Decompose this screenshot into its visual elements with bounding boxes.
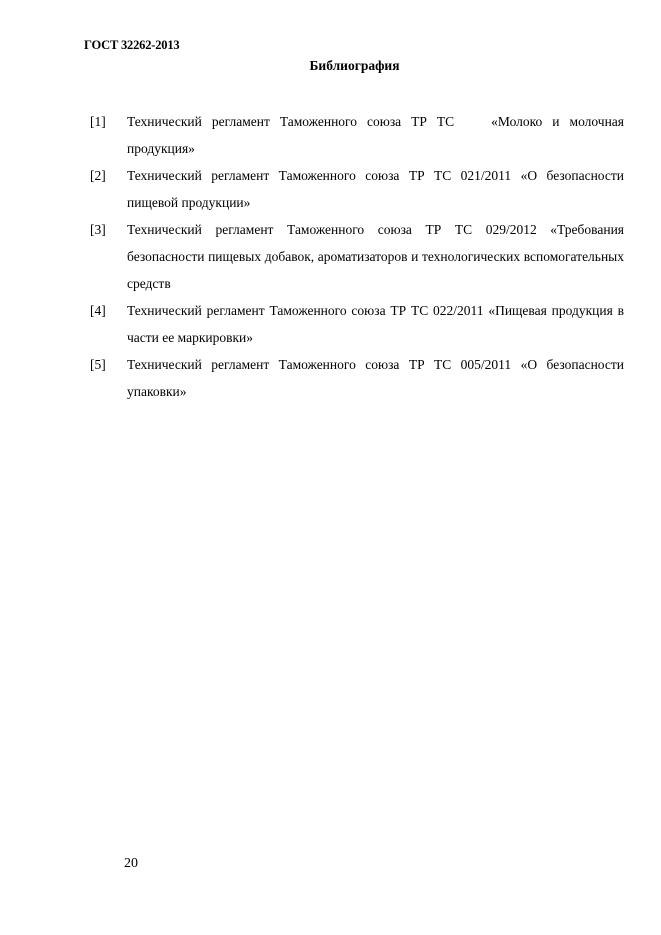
section-title-wrapper [0, 58, 661, 74]
page-number: 20 [124, 856, 138, 871]
reference-number: [5] [90, 357, 106, 372]
reference-text: Технический регламент Таможенного союза ТР ТС 005/2011 «О безопасности упаковки» [127, 357, 624, 399]
bibliography-item-4 [90, 297, 624, 351]
reference-text: Технический регламент Таможенного союза ТР ТС 022/2011 «Пищевая продукция в части ее маркировки» [127, 303, 624, 345]
document-code: ГОСТ 32262-2013 [84, 38, 180, 52]
bibliography-item-5 [90, 351, 624, 405]
reference-text: Технический регламент Таможенного союза ТР ТС 029/2012 «Требования безопасности пищевых добавок, ароматизаторов и технологических вспомогательных средств [127, 222, 624, 291]
section-title: Библиография [309, 58, 400, 73]
bibliography-item-3 [90, 216, 624, 297]
reference-number: [2] [90, 168, 106, 183]
bibliography-item-1 [90, 108, 624, 162]
reference-number: [3] [90, 222, 106, 237]
reference-number: [1] [90, 114, 106, 129]
bibliography-item-2 [90, 162, 624, 216]
reference-text: Технический регламент Таможенного союза ТР ТС 021/2011 «О безопасности пищевой продукции» [127, 168, 624, 210]
reference-text: Технический регламент Таможенного союза ТР ТС «Молоко и молочная продукция» [127, 114, 624, 156]
reference-number: [4] [90, 303, 106, 318]
bibliography-list [90, 108, 624, 405]
